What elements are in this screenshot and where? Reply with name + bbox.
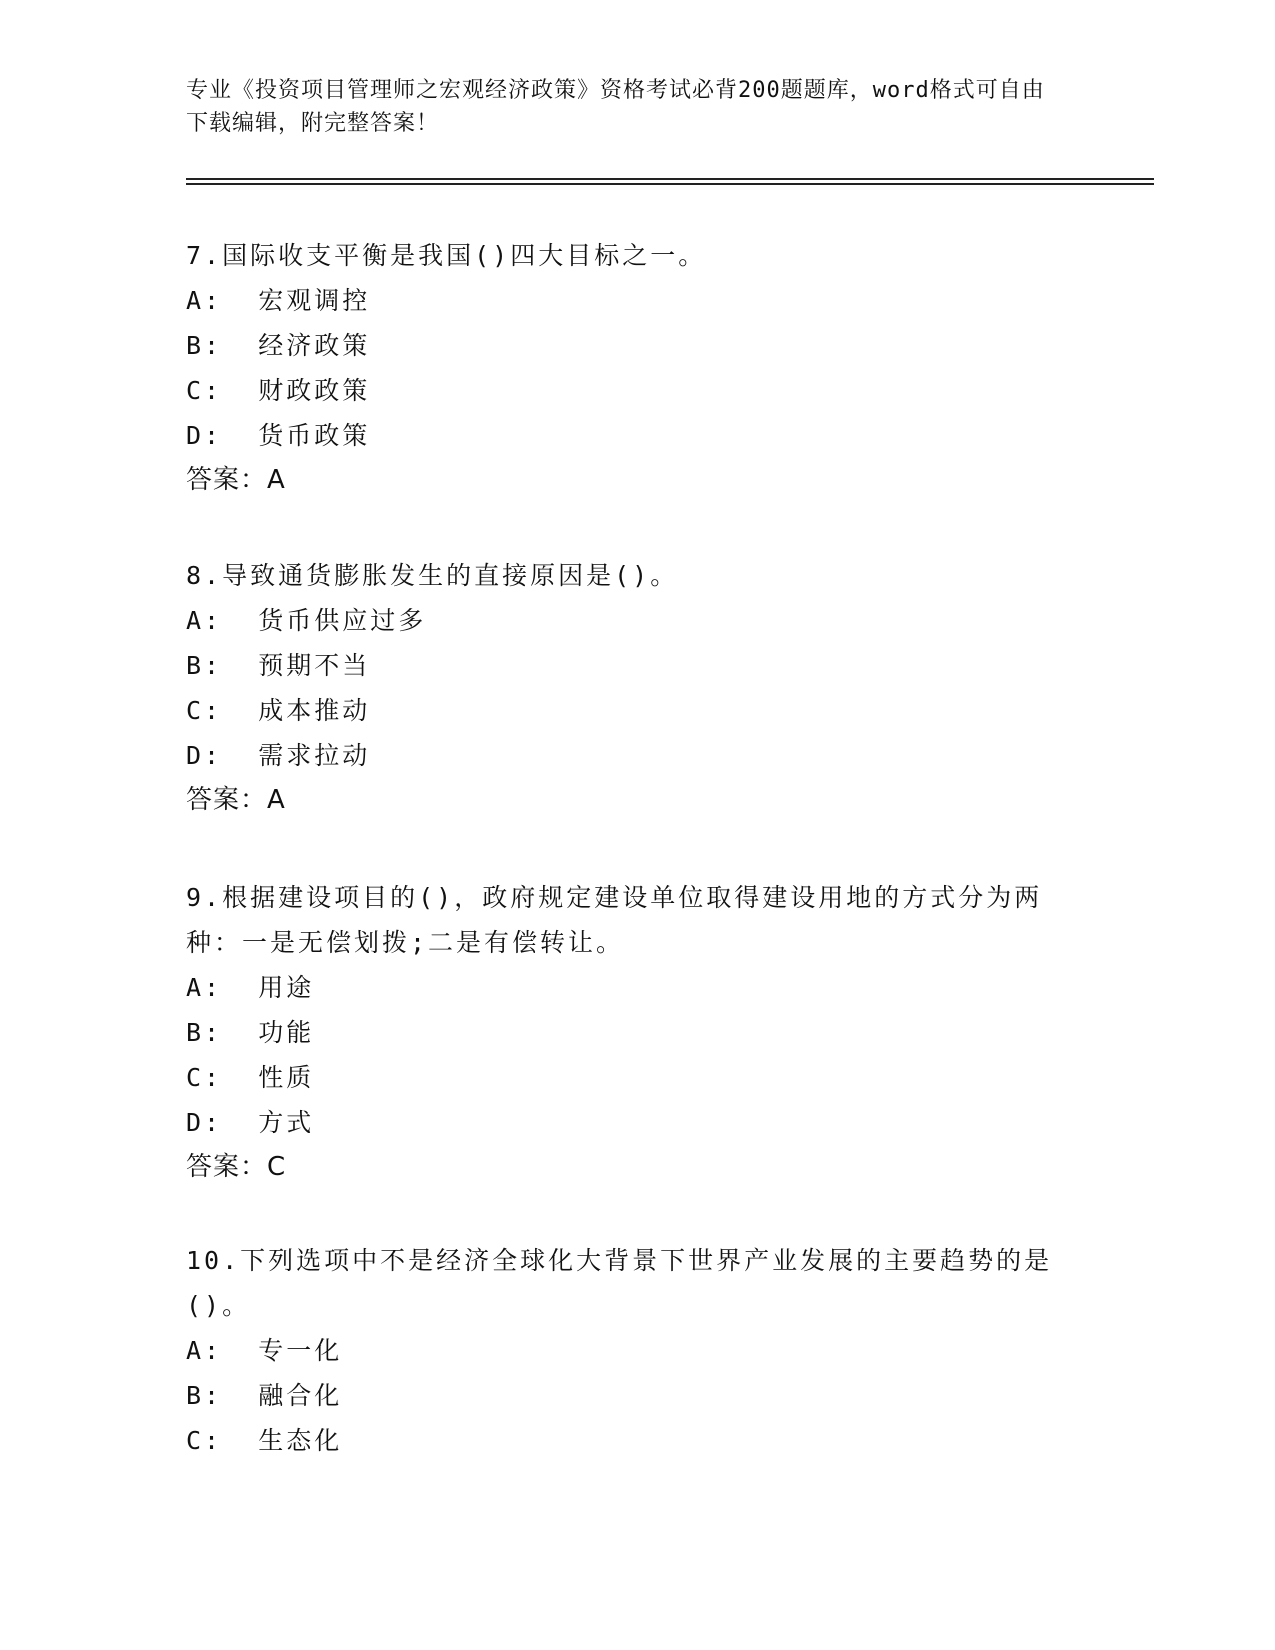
question-stem: 7.国际收支平衡是我国()四大目标之一。	[186, 241, 707, 270]
option-a: A: 专一化	[186, 1336, 343, 1365]
answer-line: 答案：A	[186, 465, 286, 495]
question-9	[186, 875, 1086, 1190]
header-divider-bottom	[186, 183, 1154, 185]
option-b: B: 功能	[186, 1018, 315, 1047]
answer-line: 答案：C	[186, 1152, 287, 1182]
option-a: A: 宏观调控	[186, 286, 371, 315]
question-8	[186, 553, 1086, 823]
option-d: D: 需求拉动	[186, 741, 371, 770]
option-c: C: 生态化	[186, 1426, 343, 1455]
option-b: B: 经济政策	[186, 331, 371, 360]
option-c: C: 性质	[186, 1063, 315, 1092]
option-c: C: 成本推动	[186, 696, 371, 725]
question-stem: 10.下列选项中不是经济全球化大背景下世界产业发展的主要趋势的是()。	[186, 1246, 1053, 1320]
option-b: B: 预期不当	[186, 651, 371, 680]
option-d: D: 方式	[186, 1108, 315, 1137]
option-a: A: 货币供应过多	[186, 606, 427, 635]
option-a: A: 用途	[186, 973, 315, 1002]
header-note: 专业《投资项目管理师之宏观经济政策》资格考试必背200题题库，word格式可自由下载编辑，附完整答案！	[186, 78, 1045, 136]
option-d: D: 货币政策	[186, 421, 371, 450]
answer-line: 答案：A	[186, 785, 286, 815]
header-divider-top	[186, 178, 1154, 180]
question-10	[186, 1238, 1086, 1463]
option-b: B: 融合化	[186, 1381, 343, 1410]
question-stem: 9.根据建设项目的()，政府规定建设单位取得建设用地的方式分为两种：一是无偿划拨;二是有偿转让。	[186, 883, 1043, 957]
option-c: C: 财政政策	[186, 376, 371, 405]
question-stem: 8.导致通货膨胀发生的直接原因是()。	[186, 561, 679, 590]
question-7	[186, 233, 1086, 503]
